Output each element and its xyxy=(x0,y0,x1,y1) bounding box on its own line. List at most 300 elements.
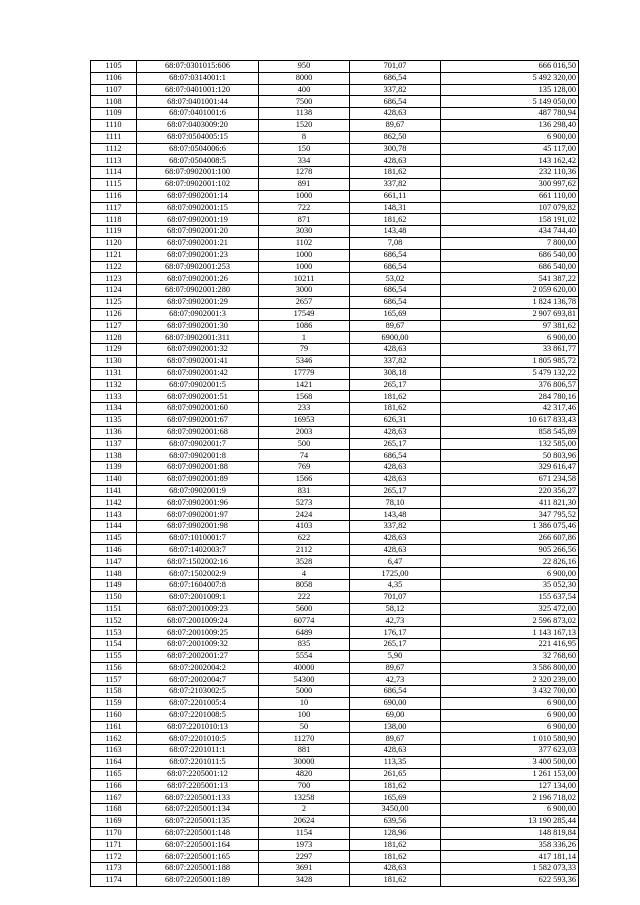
table-row xyxy=(91,650,579,662)
specific-value-cell: 686,54 xyxy=(350,96,441,108)
row-number-cell: 1128 xyxy=(91,332,137,344)
table-row xyxy=(91,709,579,721)
cadastral-value-cell: 6 900,00 xyxy=(441,332,579,344)
cadastral-value-cell: 666 016,50 xyxy=(441,61,579,73)
specific-value-cell: 337,82 xyxy=(350,355,441,367)
specific-value-cell: 165,69 xyxy=(350,308,441,320)
row-number-cell: 1165 xyxy=(91,768,137,780)
cadastral-number-cell: 68:07:0902001:89 xyxy=(137,473,259,485)
specific-value-cell: 428,63 xyxy=(350,532,441,544)
specific-value-cell: 148,31 xyxy=(350,202,441,214)
cadastral-value-cell: 97 381,62 xyxy=(441,320,579,332)
row-number-cell: 1155 xyxy=(91,650,137,662)
cadastral-number-cell: 68:07:0314001:1 xyxy=(137,72,259,84)
specific-value-cell: 1725,00 xyxy=(350,568,441,580)
row-number-cell: 1166 xyxy=(91,780,137,792)
cadastral-number-cell: 68:07:0504005:15 xyxy=(137,131,259,143)
cadastral-value-cell: 671 234,58 xyxy=(441,473,579,485)
row-number-cell: 1167 xyxy=(91,792,137,804)
cadastral-number-cell: 68:07:0902001:9 xyxy=(137,485,259,497)
table-row xyxy=(91,839,579,851)
row-number-cell: 1168 xyxy=(91,804,137,816)
area-cell: 5000 xyxy=(259,686,350,698)
specific-value-cell: 181,62 xyxy=(350,780,441,792)
cadastral-value-cell: 155 637,54 xyxy=(441,591,579,603)
area-cell: 40000 xyxy=(259,662,350,674)
specific-value-cell: 113,35 xyxy=(350,757,441,769)
table-row xyxy=(91,450,579,462)
specific-value-cell: 428,63 xyxy=(350,544,441,556)
cadastral-value-cell: 300 997,62 xyxy=(441,178,579,190)
table-row xyxy=(91,344,579,356)
row-number-cell: 1106 xyxy=(91,72,137,84)
cadastral-number-cell: 68:07:2205001:148 xyxy=(137,827,259,839)
cadastral-number-cell: 68:07:0902001:88 xyxy=(137,462,259,474)
table-row xyxy=(91,639,579,651)
specific-value-cell: 428,63 xyxy=(350,863,441,875)
row-number-cell: 1136 xyxy=(91,426,137,438)
cadastral-number-cell: 68:07:0902001:51 xyxy=(137,391,259,403)
cadastral-value-cell: 1 824 136,78 xyxy=(441,296,579,308)
table-row xyxy=(91,190,579,202)
area-cell: 233 xyxy=(259,403,350,415)
area-cell: 17779 xyxy=(259,367,350,379)
area-cell: 5554 xyxy=(259,650,350,662)
area-cell: 222 xyxy=(259,591,350,603)
specific-value-cell: 5,90 xyxy=(350,650,441,662)
area-cell: 11270 xyxy=(259,733,350,745)
specific-value-cell: 78,10 xyxy=(350,497,441,509)
area-cell: 5346 xyxy=(259,355,350,367)
cadastral-number-cell: 68:07:2103002:5 xyxy=(137,686,259,698)
table-row xyxy=(91,521,579,533)
cadastral-value-cell: 13 190 285,44 xyxy=(441,816,579,828)
specific-value-cell: 176,17 xyxy=(350,627,441,639)
area-cell: 2112 xyxy=(259,544,350,556)
cadastral-number-cell: 68:07:2001009:24 xyxy=(137,615,259,627)
area-cell: 722 xyxy=(259,202,350,214)
cadastral-value-cell: 905 266,56 xyxy=(441,544,579,556)
cadastral-value-cell: 232 110,36 xyxy=(441,167,579,179)
specific-value-cell: 428,63 xyxy=(350,473,441,485)
area-cell: 3030 xyxy=(259,226,350,238)
specific-value-cell: 181,62 xyxy=(350,167,441,179)
cadastral-number-cell: 68:07:0902001:20 xyxy=(137,226,259,238)
specific-value-cell: 89,67 xyxy=(350,733,441,745)
cadastral-value-cell: 377 623,03 xyxy=(441,745,579,757)
cadastral-number-cell: 68:07:2201011:1 xyxy=(137,745,259,757)
cadastral-value-cell: 158 191,02 xyxy=(441,214,579,226)
row-number-cell: 1160 xyxy=(91,709,137,721)
specific-value-cell: 4,35 xyxy=(350,580,441,592)
table-row xyxy=(91,108,579,120)
cadastral-number-cell: 68:07:0902001:29 xyxy=(137,296,259,308)
row-number-cell: 1111 xyxy=(91,131,137,143)
cadastral-number-cell: 68:07:2201010:5 xyxy=(137,733,259,745)
area-cell: 1138 xyxy=(259,108,350,120)
row-number-cell: 1120 xyxy=(91,237,137,249)
table-row xyxy=(91,544,579,556)
table-row xyxy=(91,426,579,438)
area-cell: 8058 xyxy=(259,580,350,592)
area-cell: 79 xyxy=(259,344,350,356)
cadastral-number-cell: 68:07:2201011:5 xyxy=(137,757,259,769)
row-number-cell: 1109 xyxy=(91,108,137,120)
area-cell: 2424 xyxy=(259,509,350,521)
cadastral-number-cell: 68:07:2001009:23 xyxy=(137,603,259,615)
cadastral-number-cell: 68:07:0301015:606 xyxy=(137,61,259,73)
cadastral-value-cell: 284 780,16 xyxy=(441,391,579,403)
cadastral-value-cell: 2 196 718,02 xyxy=(441,792,579,804)
specific-value-cell: 42,73 xyxy=(350,674,441,686)
area-cell: 54300 xyxy=(259,674,350,686)
cadastral-number-cell: 68:07:0401001:120 xyxy=(137,84,259,96)
cadastral-value-table xyxy=(90,60,579,887)
cadastral-value-cell: 32 768,60 xyxy=(441,650,579,662)
cadastral-number-cell: 68:07:0902001:97 xyxy=(137,509,259,521)
cadastral-value-cell: 35 052,30 xyxy=(441,580,579,592)
row-number-cell: 1174 xyxy=(91,874,137,886)
cadastral-number-cell: 68:07:2205001:165 xyxy=(137,851,259,863)
cadastral-number-cell: 68:07:0403009:20 xyxy=(137,119,259,131)
cadastral-value-cell: 107 079,82 xyxy=(441,202,579,214)
cadastral-value-cell: 127 134,00 xyxy=(441,780,579,792)
specific-value-cell: 686,54 xyxy=(350,450,441,462)
table-row xyxy=(91,119,579,131)
area-cell: 950 xyxy=(259,61,350,73)
table-row xyxy=(91,485,579,497)
area-cell: 8 xyxy=(259,131,350,143)
table-row xyxy=(91,178,579,190)
specific-value-cell: 337,82 xyxy=(350,521,441,533)
area-cell: 1568 xyxy=(259,391,350,403)
row-number-cell: 1158 xyxy=(91,686,137,698)
cadastral-value-cell: 325 472,00 xyxy=(441,603,579,615)
cadastral-value-cell: 220 356,27 xyxy=(441,485,579,497)
row-number-cell: 1122 xyxy=(91,261,137,273)
row-number-cell: 1164 xyxy=(91,757,137,769)
row-number-cell: 1170 xyxy=(91,827,137,839)
table-row xyxy=(91,214,579,226)
cadastral-number-cell: 68:07:2205001:135 xyxy=(137,816,259,828)
specific-value-cell: 143,48 xyxy=(350,509,441,521)
row-number-cell: 1161 xyxy=(91,721,137,733)
area-cell: 3528 xyxy=(259,556,350,568)
cadastral-number-cell: 68:07:0902001:26 xyxy=(137,273,259,285)
specific-value-cell: 428,63 xyxy=(350,155,441,167)
specific-value-cell: 428,63 xyxy=(350,426,441,438)
cadastral-number-cell: 68:07:2205001:189 xyxy=(137,874,259,886)
specific-value-cell: 143,48 xyxy=(350,226,441,238)
specific-value-cell: 265,17 xyxy=(350,379,441,391)
table-row xyxy=(91,768,579,780)
cadastral-value-cell: 42 317,46 xyxy=(441,403,579,415)
area-cell: 2657 xyxy=(259,296,350,308)
area-cell: 3691 xyxy=(259,863,350,875)
area-cell: 100 xyxy=(259,709,350,721)
cadastral-number-cell: 68:07:2205001:164 xyxy=(137,839,259,851)
cadastral-number-cell: 68:07:0902001:41 xyxy=(137,355,259,367)
specific-value-cell: 265,17 xyxy=(350,485,441,497)
row-number-cell: 1114 xyxy=(91,167,137,179)
cadastral-number-cell: 68:07:0902001:14 xyxy=(137,190,259,202)
cadastral-number-cell: 68:07:0902001:30 xyxy=(137,320,259,332)
row-number-cell: 1126 xyxy=(91,308,137,320)
area-cell: 4820 xyxy=(259,768,350,780)
cadastral-value-cell: 1 261 153,00 xyxy=(441,768,579,780)
cadastral-number-cell: 68:07:2201008:5 xyxy=(137,709,259,721)
cadastral-number-cell: 68:07:0401001:44 xyxy=(137,96,259,108)
cadastral-number-cell: 68:07:0902001:96 xyxy=(137,497,259,509)
area-cell: 1566 xyxy=(259,473,350,485)
cadastral-value-cell: 661 110,00 xyxy=(441,190,579,202)
area-cell: 20624 xyxy=(259,816,350,828)
cadastral-number-cell: 68:07:2001009:25 xyxy=(137,627,259,639)
row-number-cell: 1145 xyxy=(91,532,137,544)
specific-value-cell: 181,62 xyxy=(350,214,441,226)
specific-value-cell: 165,69 xyxy=(350,792,441,804)
row-number-cell: 1117 xyxy=(91,202,137,214)
table-row xyxy=(91,61,579,73)
area-cell: 835 xyxy=(259,639,350,651)
cadastral-number-cell: 68:07:0902001:280 xyxy=(137,285,259,297)
cadastral-number-cell: 68:07:2205001:188 xyxy=(137,863,259,875)
table-row xyxy=(91,72,579,84)
area-cell: 334 xyxy=(259,155,350,167)
area-cell: 2297 xyxy=(259,851,350,863)
row-number-cell: 1152 xyxy=(91,615,137,627)
specific-value-cell: 639,56 xyxy=(350,816,441,828)
area-cell: 500 xyxy=(259,438,350,450)
row-number-cell: 1149 xyxy=(91,580,137,592)
specific-value-cell: 181,62 xyxy=(350,403,441,415)
specific-value-cell: 181,62 xyxy=(350,839,441,851)
cadastral-number-cell: 68:07:2001009:1 xyxy=(137,591,259,603)
table-row xyxy=(91,745,579,757)
table-row xyxy=(91,580,579,592)
row-number-cell: 1110 xyxy=(91,119,137,131)
cadastral-number-cell: 68:07:0902001:7 xyxy=(137,438,259,450)
specific-value-cell: 686,54 xyxy=(350,285,441,297)
cadastral-number-cell: 68:07:0902001:8 xyxy=(137,450,259,462)
table-row xyxy=(91,414,579,426)
cadastral-value-cell: 3 432 700,00 xyxy=(441,686,579,698)
specific-value-cell: 686,54 xyxy=(350,249,441,261)
area-cell: 871 xyxy=(259,214,350,226)
area-cell: 1000 xyxy=(259,190,350,202)
cadastral-value-cell: 686 540,00 xyxy=(441,249,579,261)
cadastral-number-cell: 68:07:1402003:7 xyxy=(137,544,259,556)
row-number-cell: 1162 xyxy=(91,733,137,745)
row-number-cell: 1154 xyxy=(91,639,137,651)
row-number-cell: 1151 xyxy=(91,603,137,615)
row-number-cell: 1139 xyxy=(91,462,137,474)
area-cell: 4 xyxy=(259,568,350,580)
table-row xyxy=(91,674,579,686)
area-cell: 10 xyxy=(259,698,350,710)
specific-value-cell: 128,96 xyxy=(350,827,441,839)
table-row xyxy=(91,202,579,214)
area-cell: 1086 xyxy=(259,320,350,332)
row-number-cell: 1169 xyxy=(91,816,137,828)
table-row xyxy=(91,379,579,391)
cadastral-number-cell: 68:07:0902001:42 xyxy=(137,367,259,379)
area-cell: 622 xyxy=(259,532,350,544)
table-row xyxy=(91,473,579,485)
row-number-cell: 1148 xyxy=(91,568,137,580)
row-number-cell: 1107 xyxy=(91,84,137,96)
specific-value-cell: 6900,00 xyxy=(350,332,441,344)
cadastral-number-cell: 68:07:1502002:16 xyxy=(137,556,259,568)
area-cell: 150 xyxy=(259,143,350,155)
specific-value-cell: 138,00 xyxy=(350,721,441,733)
cadastral-value-cell: 622 593,36 xyxy=(441,874,579,886)
specific-value-cell: 701,07 xyxy=(350,591,441,603)
table-row xyxy=(91,780,579,792)
cadastral-number-cell: 68:07:0902001:311 xyxy=(137,332,259,344)
area-cell: 400 xyxy=(259,84,350,96)
row-number-cell: 1125 xyxy=(91,296,137,308)
table-row xyxy=(91,627,579,639)
cadastral-value-cell: 2 596 873,02 xyxy=(441,615,579,627)
cadastral-value-cell: 686 540,00 xyxy=(441,261,579,273)
area-cell: 17549 xyxy=(259,308,350,320)
cadastral-number-cell: 68:07:2001009:32 xyxy=(137,639,259,651)
table-row xyxy=(91,591,579,603)
cadastral-number-cell: 68:07:1604007:8 xyxy=(137,580,259,592)
cadastral-number-cell: 68:07:2201010:13 xyxy=(137,721,259,733)
row-number-cell: 1147 xyxy=(91,556,137,568)
specific-value-cell: 89,67 xyxy=(350,119,441,131)
table-row xyxy=(91,84,579,96)
cadastral-value-cell: 329 616,47 xyxy=(441,462,579,474)
table-row xyxy=(91,686,579,698)
cadastral-number-cell: 68:07:2002004:7 xyxy=(137,674,259,686)
area-cell: 50 xyxy=(259,721,350,733)
table-row xyxy=(91,804,579,816)
specific-value-cell: 3450,00 xyxy=(350,804,441,816)
table-row xyxy=(91,155,579,167)
area-cell: 60774 xyxy=(259,615,350,627)
specific-value-cell: 53,02 xyxy=(350,273,441,285)
specific-value-cell: 686,54 xyxy=(350,261,441,273)
table-row xyxy=(91,816,579,828)
area-cell: 769 xyxy=(259,462,350,474)
row-number-cell: 1157 xyxy=(91,674,137,686)
area-cell: 700 xyxy=(259,780,350,792)
table-row xyxy=(91,131,579,143)
cadastral-value-cell: 347 795,52 xyxy=(441,509,579,521)
cadastral-number-cell: 68:07:0902001:100 xyxy=(137,167,259,179)
table-row xyxy=(91,792,579,804)
cadastral-value-cell: 5 149 050,00 xyxy=(441,96,579,108)
cadastral-number-cell: 68:07:2205001:133 xyxy=(137,792,259,804)
specific-value-cell: 308,18 xyxy=(350,367,441,379)
table-row xyxy=(91,733,579,745)
table-row xyxy=(91,249,579,261)
cadastral-number-cell: 68:07:1010001:7 xyxy=(137,532,259,544)
cadastral-value-cell: 6 900,00 xyxy=(441,568,579,580)
cadastral-value-cell: 148 819,84 xyxy=(441,827,579,839)
cadastral-value-cell: 50 803,96 xyxy=(441,450,579,462)
specific-value-cell: 265,17 xyxy=(350,438,441,450)
area-cell: 3428 xyxy=(259,874,350,886)
area-cell: 10211 xyxy=(259,273,350,285)
cadastral-value-cell: 132 585,00 xyxy=(441,438,579,450)
table-row xyxy=(91,308,579,320)
area-cell: 2003 xyxy=(259,426,350,438)
table-row xyxy=(91,237,579,249)
specific-value-cell: 181,62 xyxy=(350,851,441,863)
table-row xyxy=(91,827,579,839)
cadastral-value-cell: 417 181,14 xyxy=(441,851,579,863)
area-cell: 2 xyxy=(259,804,350,816)
row-number-cell: 1150 xyxy=(91,591,137,603)
cadastral-number-cell: 68:07:2201005:4 xyxy=(137,698,259,710)
row-number-cell: 1121 xyxy=(91,249,137,261)
table-row xyxy=(91,662,579,674)
cadastral-number-cell: 68:07:1502002:9 xyxy=(137,568,259,580)
area-cell: 891 xyxy=(259,178,350,190)
table-row xyxy=(91,226,579,238)
row-number-cell: 1127 xyxy=(91,320,137,332)
area-cell: 8000 xyxy=(259,72,350,84)
table-row xyxy=(91,96,579,108)
table-row xyxy=(91,438,579,450)
cadastral-value-cell: 541 387,22 xyxy=(441,273,579,285)
specific-value-cell: 42,73 xyxy=(350,615,441,627)
specific-value-cell: 89,67 xyxy=(350,320,441,332)
cadastral-value-cell: 221 416,95 xyxy=(441,639,579,651)
cadastral-value-cell: 1 582 073,33 xyxy=(441,863,579,875)
specific-value-cell: 428,63 xyxy=(350,462,441,474)
specific-value-cell: 7,08 xyxy=(350,237,441,249)
area-cell: 4103 xyxy=(259,521,350,533)
table-row xyxy=(91,698,579,710)
table-row xyxy=(91,721,579,733)
area-cell: 30000 xyxy=(259,757,350,769)
area-cell: 74 xyxy=(259,450,350,462)
cadastral-number-cell: 68:07:0902001:98 xyxy=(137,521,259,533)
table-row xyxy=(91,556,579,568)
cadastral-number-cell: 68:07:0401001:6 xyxy=(137,108,259,120)
table-row xyxy=(91,509,579,521)
cadastral-number-cell: 68:07:0902001:67 xyxy=(137,414,259,426)
specific-value-cell: 626,31 xyxy=(350,414,441,426)
row-number-cell: 1130 xyxy=(91,355,137,367)
table-row xyxy=(91,497,579,509)
specific-value-cell: 181,62 xyxy=(350,874,441,886)
row-number-cell: 1123 xyxy=(91,273,137,285)
table-row xyxy=(91,403,579,415)
row-number-cell: 1135 xyxy=(91,414,137,426)
cadastral-number-cell: 68:07:2205001:134 xyxy=(137,804,259,816)
cadastral-value-cell: 858 545,89 xyxy=(441,426,579,438)
row-number-cell: 1105 xyxy=(91,61,137,73)
cadastral-number-cell: 68:07:0902001:19 xyxy=(137,214,259,226)
cadastral-value-cell: 2 907 693,81 xyxy=(441,308,579,320)
area-cell: 1102 xyxy=(259,237,350,249)
cadastral-value-cell: 2 320 239,00 xyxy=(441,674,579,686)
cadastral-value-cell: 3 586 800,00 xyxy=(441,662,579,674)
table-row xyxy=(91,143,579,155)
row-number-cell: 1143 xyxy=(91,509,137,521)
cadastral-value-cell: 411 821,30 xyxy=(441,497,579,509)
cadastral-value-cell: 135 128,00 xyxy=(441,84,579,96)
row-number-cell: 1132 xyxy=(91,379,137,391)
row-number-cell: 1171 xyxy=(91,839,137,851)
area-cell: 5600 xyxy=(259,603,350,615)
